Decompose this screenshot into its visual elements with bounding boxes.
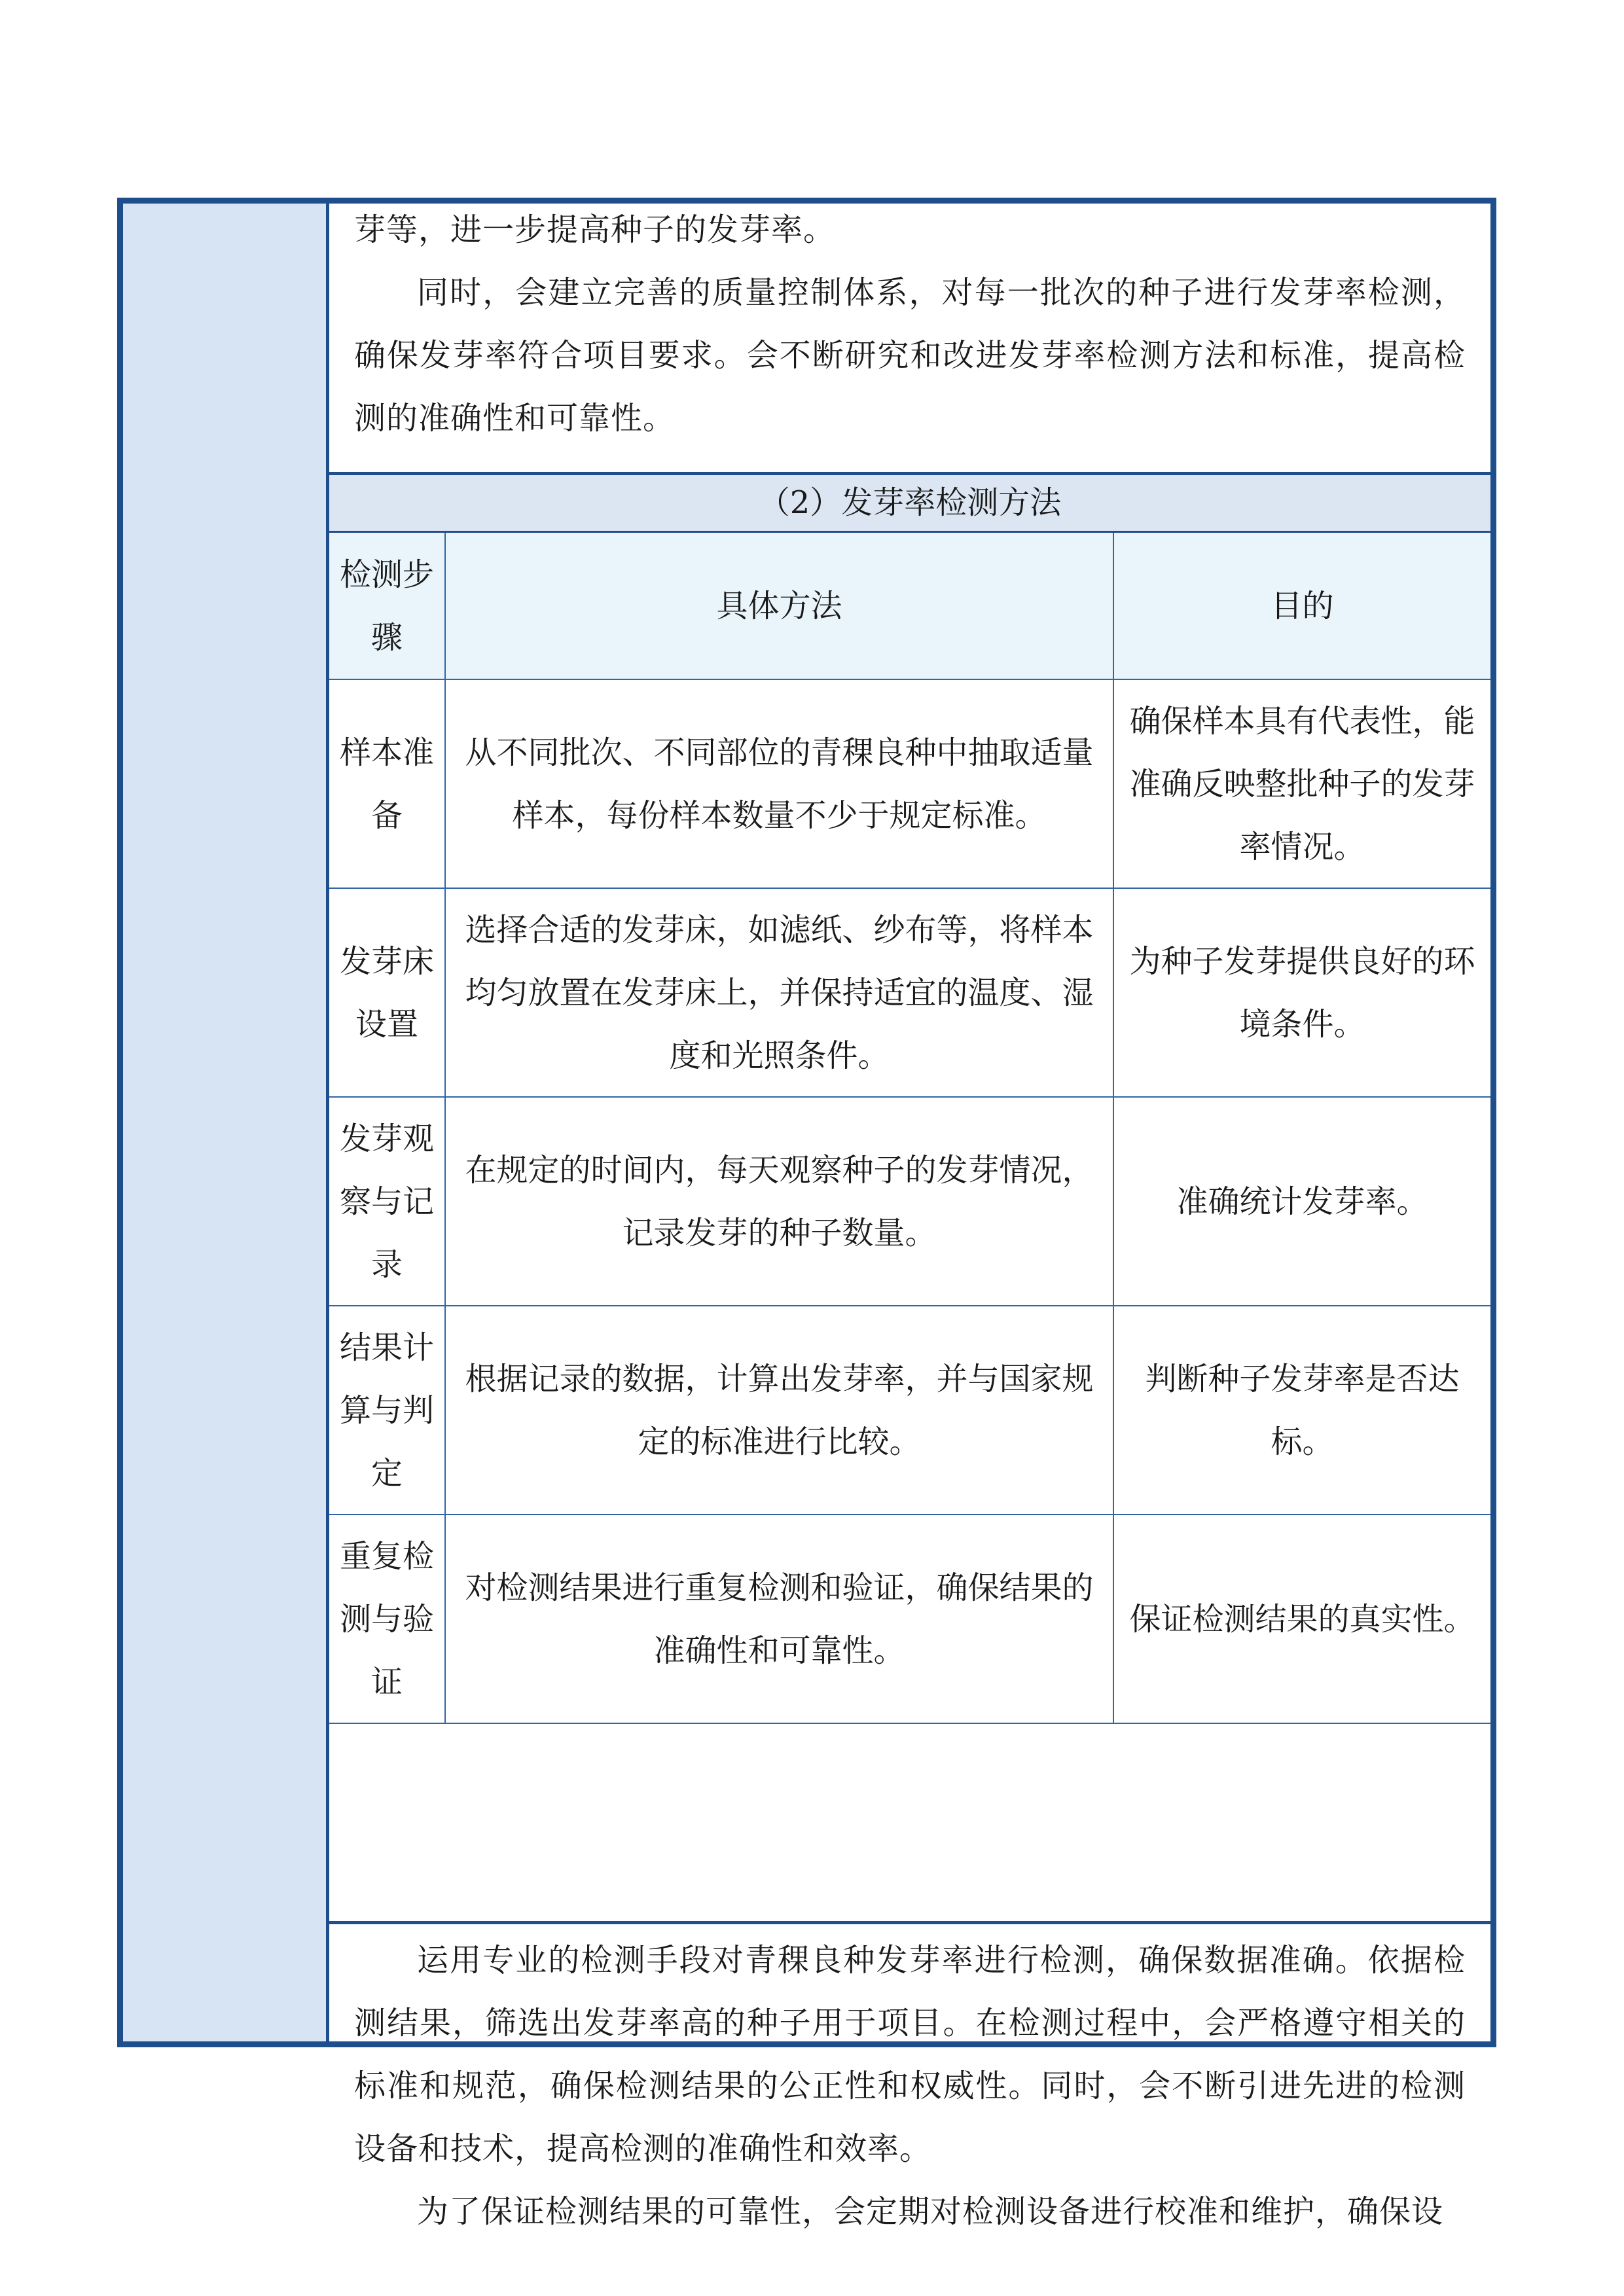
header-purpose: 目的 xyxy=(1113,533,1490,679)
detection-paragraph: 运用专业的检测手段对青稞良种发芽率进行检测，确保数据准确。依据检测结果，筛选出发芽率高的种子用于项目。在检测过程中，会严格遵守相关的标准和规范，确保检测结果的公正性和权威性。同时，会不断引进先进的检测设备和技术，提高检测的准确性和效率。 xyxy=(354,1942,1466,2167)
method-cell: 在规定的时间内，每天观察种子的发芽情况，记录发芽的种子数量。 xyxy=(445,1097,1113,1306)
purpose-cell: 保证检测结果的真实性。 xyxy=(1113,1515,1490,1723)
germination-test-table xyxy=(329,533,1490,1724)
method-cell: 根据记录的数据，计算出发芽率，并与国家规定的标准进行比较。 xyxy=(445,1306,1113,1515)
top-text-block xyxy=(329,204,1490,472)
table-row xyxy=(329,679,1490,888)
table-row xyxy=(329,1515,1490,1723)
step-cell: 发芽床设置 xyxy=(329,888,445,1097)
content-column xyxy=(329,204,1490,2230)
table-header-row xyxy=(329,533,1490,679)
left-label-column xyxy=(123,204,329,2041)
step-cell: 重复检测与验证 xyxy=(329,1515,445,1723)
quality-control-paragraph: 同时，会建立完善的质量控制体系，对每一批次的种子进行发芽率检测，确保发芽率符合项目要求。会不断研究和改进发芽率检测方法和标准，提高检测的准确性和可靠性。 xyxy=(354,274,1466,437)
purpose-cell: 判断种子发芽率是否达标。 xyxy=(1113,1306,1490,1515)
purpose-cell: 为种子发芽提供良好的环境条件。 xyxy=(1113,888,1490,1097)
continuation-line: 芽等，进一步提高种子的发芽率。 xyxy=(354,211,836,248)
bottom-text-block xyxy=(329,1921,1490,2230)
calibration-paragraph: 为了保证检测结果的可靠性，会定期对检测设备进行校准和维护，确保设 xyxy=(417,2193,1444,2230)
document-frame xyxy=(117,198,1496,2230)
header-step: 检测步骤 xyxy=(329,533,445,679)
table-row xyxy=(329,888,1490,1097)
step-cell: 样本准备 xyxy=(329,679,445,888)
method-cell: 对检测结果进行重复检测和验证，确保结果的准确性和可靠性。 xyxy=(445,1515,1113,1723)
purpose-cell: 确保样本具有代表性，能准确反映整批种子的发芽率情况。 xyxy=(1113,679,1490,888)
step-cell: 发芽观察与记录 xyxy=(329,1097,445,1306)
section-title: （2）发芽率检测方法 xyxy=(329,472,1490,533)
method-cell: 选择合适的发芽床，如滤纸、纱布等，将样本均匀放置在发芽床上，并保持适宜的温度、湿度和光照条件。 xyxy=(445,888,1113,1097)
method-cell: 从不同批次、不同部位的青稞良种中抽取适量样本，每份样本数量不少于规定标准。 xyxy=(445,679,1113,888)
header-method: 具体方法 xyxy=(445,533,1113,679)
table-row xyxy=(329,1306,1490,1515)
purpose-cell: 准确统计发芽率。 xyxy=(1113,1097,1490,1306)
step-cell: 结果计算与判定 xyxy=(329,1306,445,1515)
table-row xyxy=(329,1097,1490,1306)
